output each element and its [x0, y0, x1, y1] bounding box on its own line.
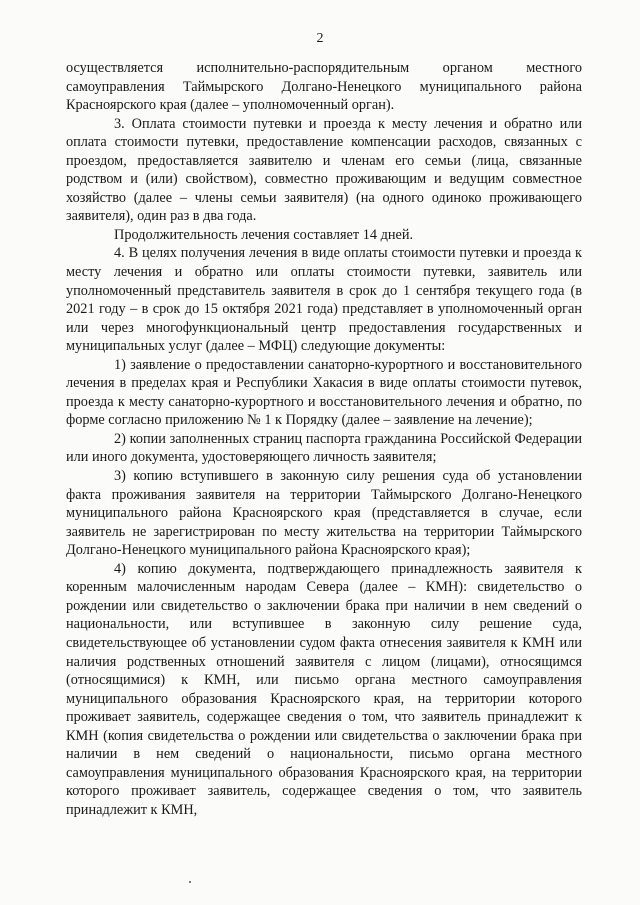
- paragraph-item-3: 3. Оплата стоимости путевки и проезда к месту лечения и обратно или оплата стоимости путевки, предоставление компенсации расходов, связанных с проездом, предоставляется заявителю и членам его семьи (лица, связанные родством и (или) свойством), совместно проживающим и ведущим совместное хозяйство (далее – члены семьи заявителя) (на одного одиноко проживающего заявителя), один раз в два года.: [66, 115, 582, 225]
- paragraph-subitem-3: 3) копию вступившего в законную силу решения суда об установлении факта проживания заявителя на территории Таймырского Долгано-Ненецкого муниципального района Красноярского края (представляется в случае, если заявитель не зарегистрирован по месту жительства на территории Таймырского Долгано-Ненецкого муниципального района Красноярского края);: [66, 468, 582, 559]
- scan-speck: [189, 881, 191, 883]
- paragraph-treatment-duration: Продолжительность лечения составляет 14 дней.: [114, 226, 414, 243]
- paragraph-subitem-2: 2) копии заполненных страниц паспорта гражданина Российской Федерации или иного документа, удостоверяющего личность заявителя;: [66, 430, 582, 466]
- document-body: [66, 59, 582, 819]
- paragraph-item-4: 4. В целях получения лечения в виде оплаты стоимости путевки и проезда к месту лечения и обратно или оплаты стоимости путевки, заявитель или уполномоченный представитель заявителя в срок до 1 сентября текущего года (в 2021 году – в срок до 15 октября 2021 года) представляет в уполномоченный орган или через многофункциональный центр предоставления государственных и муниципальных услуг (далее – МФЦ) следующие документы:: [66, 245, 582, 355]
- paragraph-subitem-1: 1) заявление о предоставлении санаторно-курортного и восстановительного лечения в пределах края и Республики Хакасия в виде оплаты стоимости путевок, проезда к месту санаторно-курортного и восстановительного лечения и обратно, по форме согласно приложению № 1 к Порядку (далее – заявление на лечение);: [66, 356, 582, 429]
- page-number: 2: [316, 31, 324, 46]
- paragraph-intro: осуществляется исполнительно-распорядительным органом местного самоуправления Таймырского Долгано-Ненецкого муниципального района Красноярского края (далее – уполномоченный орган).: [66, 60, 582, 114]
- paragraph-subitem-4: 4) копию документа, подтверждающего принадлежность заявителя к коренным малочисленным народам Севера (далее – КМН): свидетельство о рождении или свидетельство о заключении брака при наличии в нем сведений о национальности, или вступившее в законную силу решение суда, свидетельствующее об установлении судом факта отнесения заявителя к КМН или наличия родственных отношений заявителя с лицом (лицами), относящимся (относящимися) к КМН, или письмо органа местного самоуправления муниципального образования Красноярского края, на территории которого проживает заявитель, содержащее сведения о том, что заявитель принадлежит к КМН (копия свидетельства о рождении или свидетельства о заключении брака при наличии в нем сведений о национальности, письмо органа местного самоуправления муниципального образования Красноярского края, на территории которого проживает заявитель, содержащее сведения о том, что заявитель принадлежит к КМН,: [66, 560, 582, 818]
